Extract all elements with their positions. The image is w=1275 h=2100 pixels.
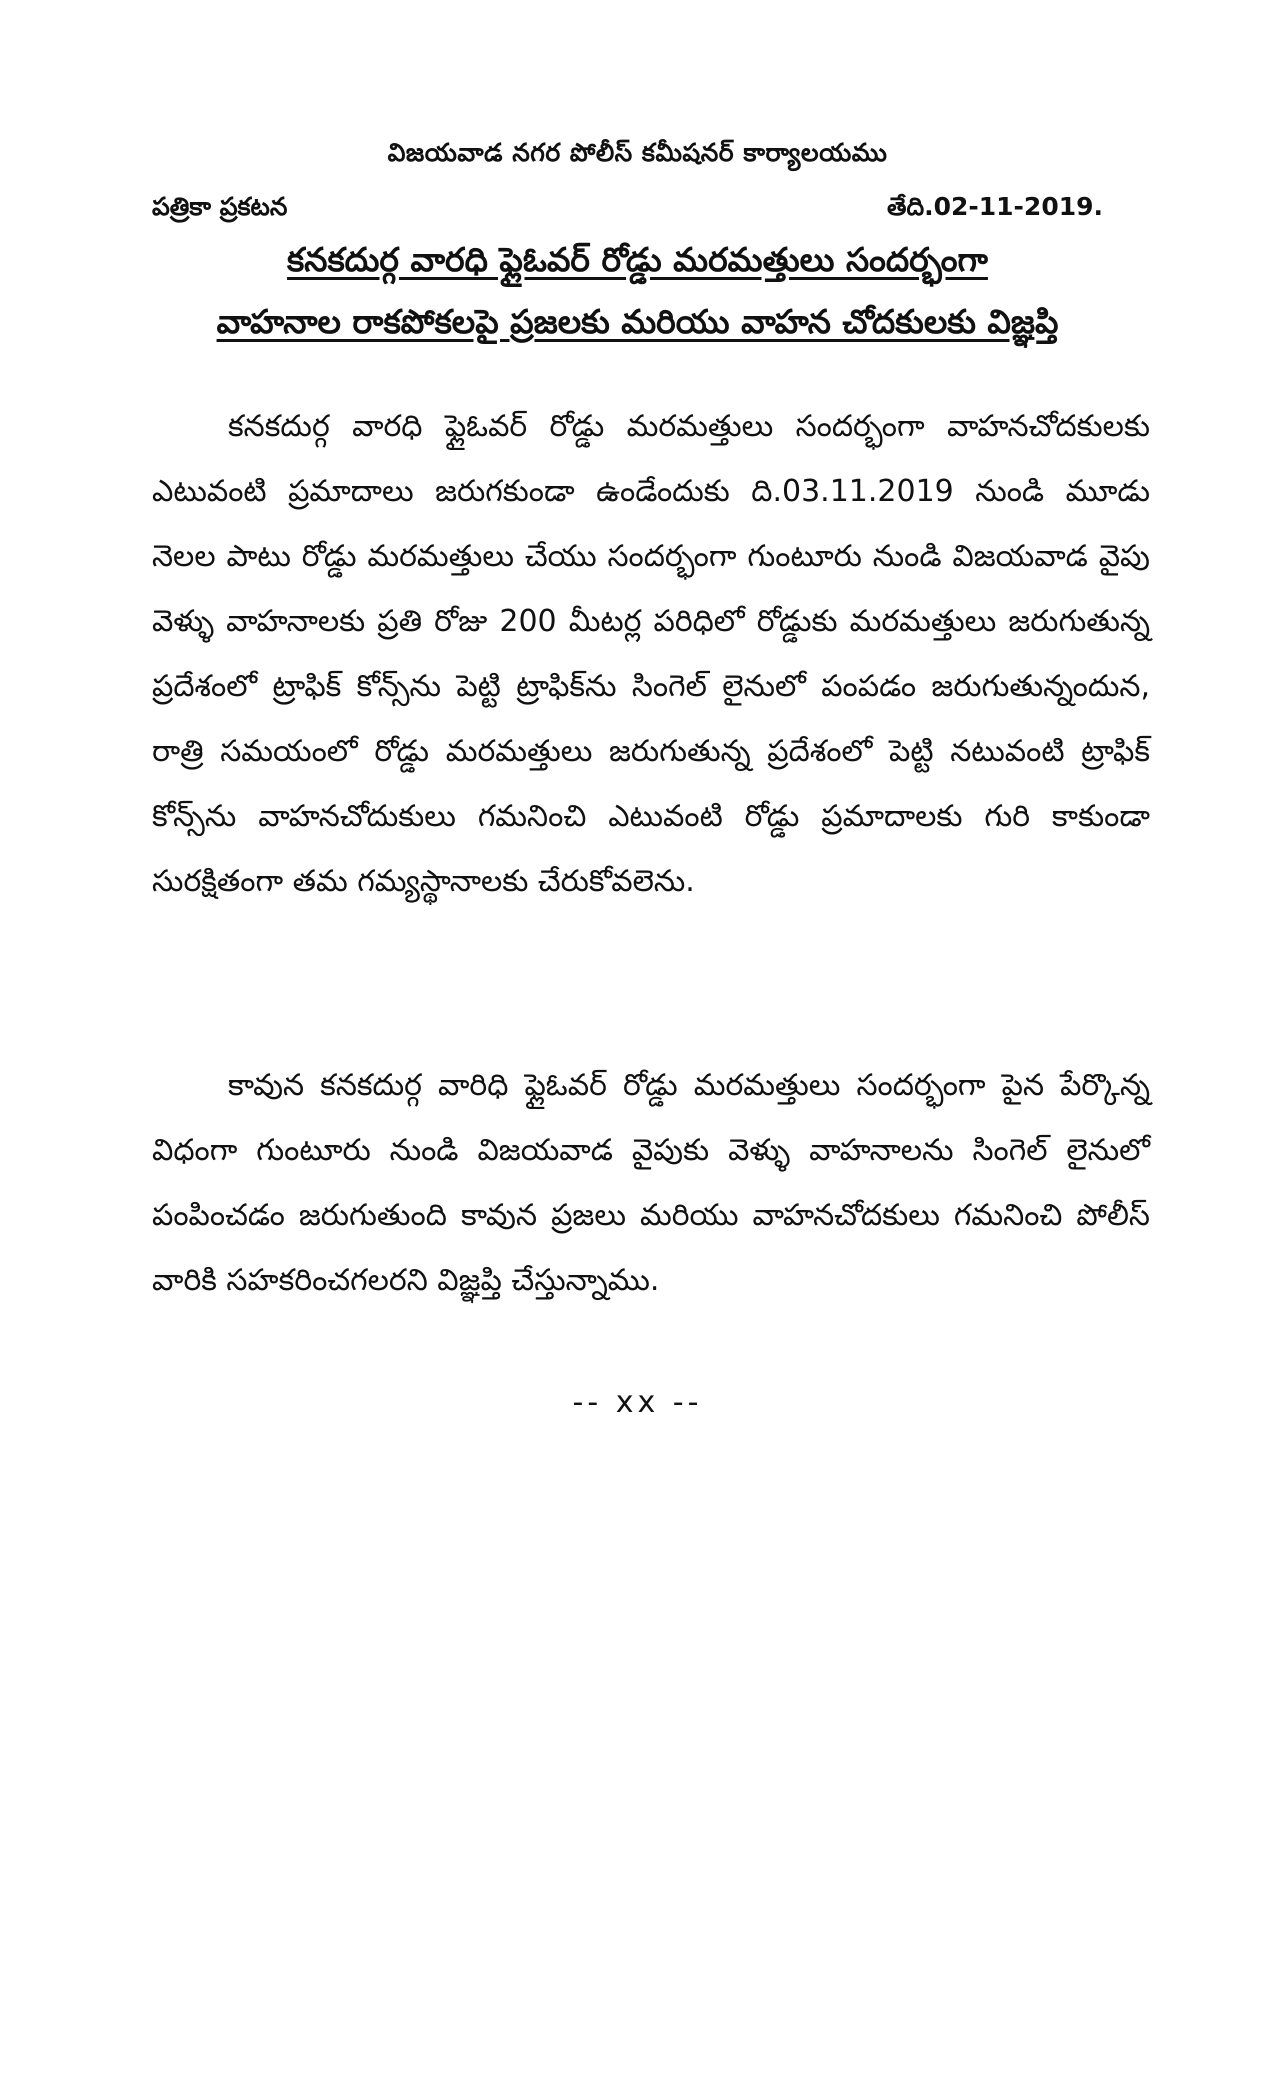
body-paragraph-1: కనకదుర్గ వారధి ఫ్లైఓవర్ రోడ్డు మరమత్తులు సందర్భంగా వాహనచోదకులకు ఎటువంటి ప్రమాదాలు జరుగకుండా ఉండేందుకు ది.03.11.2019 నుండి మూడు నెలల పాటు రోడ్డు మరమత్తులు చేయు సందర్భంగా గుంటూరు నుండి విజయవాడ వైపు వెళ్ళు వాహనాలకు ప్రతి రోజు 200 మీటర్ల పరిధిలో రోడ్డుకు మరమత్తులు జరుగుతున్న ప్రదేశంలో ట్రాఫిక్ కోన్స్‌ను పెట్టి ట్రాఫిక్‌ను సింగెల్ లైనులో పంపడం జరుగుతున్నందున, రాత్రి సమయంలో రోడ్డు మరమత్తులు జరుగుతున్న ప్రదేశంలో పెట్టి నటువంటి ట్రాఫిక్ కోన్స్‌ను వాహనచోదుకులు గమనించి ఎటువంటి రోడ్డు ప్రమాదాలకు గురి కాకుండా సురక్షితంగా తమ గమ్యస్థానాలకు చేరుకోవలెను. [152, 409, 1150, 899]
release-type-label: పత్రికా ప్రకటన [152, 192, 288, 221]
closing-mark: -- xx -- [572, 1385, 703, 1420]
body-paragraph-2: కావున కనకదుర్గ వారిధి ఫ్లైఓవర్ రోడ్డు మరమత్తులు సందర్భంగా పైన పేర్కొన్న విధంగా గుంటూరు నుండి విజయవాడ వైపుకు వెళ్ళు వాహనాలను సింగెల్ లైనులో పంపించడం జరుగుతుంది కావున ప్రజలు మరియు వాహనచోదకులు గమనించి పోలీస్ వారికి సహకరించగలరని విజ్ఞప్తి చేస్తున్నాము. [152, 1068, 1150, 1298]
office-heading: విజయవాడ నగర పోలీస్ కమీషనర్ కార్యాలయము [387, 138, 888, 167]
headline-line-1: కనకదుర్గ వారధి ఫ్లైఓవర్ రోడ్డు మరమత్తులు సందర్భంగా [287, 240, 988, 279]
release-date: తేది.02-11-2019. [887, 192, 1104, 221]
headline-line-2: వాహనాల రాకపోకలపై ప్రజలకు మరియు వాహన చోదకులకు విజ్ఞప్తి [216, 302, 1059, 341]
